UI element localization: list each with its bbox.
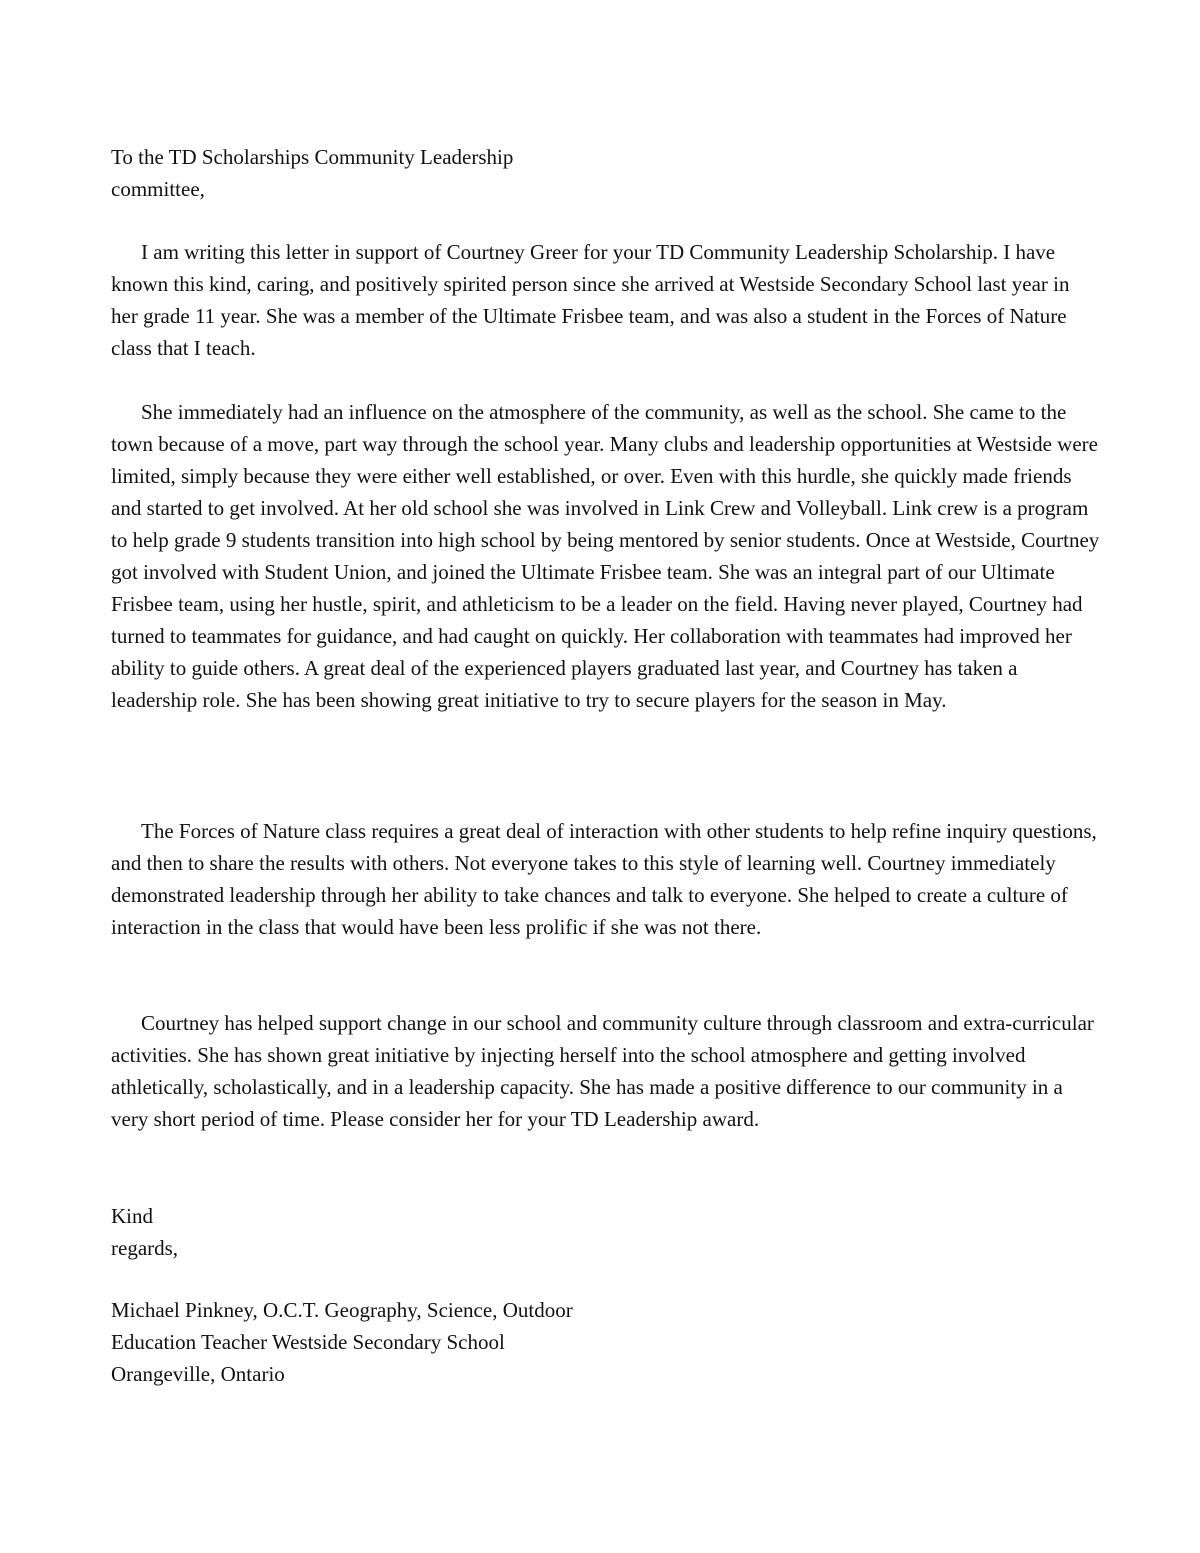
closing: Kind regards, [111, 1204, 179, 1260]
body-paragraph-4: Courtney has helped support change in our school and community culture through classroom and extra-curricular activities. She has shown great initiative by injecting herself into the school atmosphere and getting involved athletically, scholastically, and in a leadership capacity. She has made a positive difference to our community in a very short period of time. Please consider her for your TD Leadership award. [111, 1011, 1094, 1131]
salutation: To the TD Scholarships Community Leadership committee, [111, 145, 514, 201]
body-paragraph-1: I am writing this letter in support of Courtney Greer for your TD Community Leadership Scholarship. I have known this kind, caring, and positively spirited person since she arrived at Westside Secondary School last year in her grade 11 year. She was a member of the Ultimate Frisbee team, and was also a student in the Forces of Nature class that I teach. [111, 240, 1070, 360]
signature-block: Michael Pinkney, O.C.T. Geography, Science, Outdoor Education Teacher Westside Secondary School Orangeville, Ontario [111, 1298, 573, 1386]
body-paragraph-3: The Forces of Nature class requires a great deal of interaction with other students to help refine inquiry questions, and then to share the results with others. Not everyone takes to this style of learning well. Courtney immediately demonstrated leadership through her ability to take chances and talk to everyone. She helped to create a culture of interaction in the class that would have been less prolific if she was not there. [111, 819, 1097, 939]
body-paragraph-2: She immediately had an influence on the atmosphere of the community, as well as the school. She came to the town because of a move, part way through the school year. Many clubs and leadership opportunities at Westside were limited, simply because they were either well established, or over. Even with this hurdle, she quickly made friends and started to get involved. At her old school she was involved in Link Crew and Volleyball. Link crew is a program to help grade 9 students transition into high school by being mentored by senior students. Once at Westside, Courtney got involved with Student Union, and joined the Ultimate Frisbee team. She was an integral part of our Ultimate Frisbee team, using her hustle, spirit, and athleticism to be a leader on the field. Having never played, Courtney had turned to teammates for guidance, and had caught on quickly. Her collaboration with teammates had improved her ability to guide others. A great deal of the experienced players graduated last year, and Courtney has taken a leadership role. She has been showing great initiative to try to secure players for the season in May. [111, 400, 1100, 712]
